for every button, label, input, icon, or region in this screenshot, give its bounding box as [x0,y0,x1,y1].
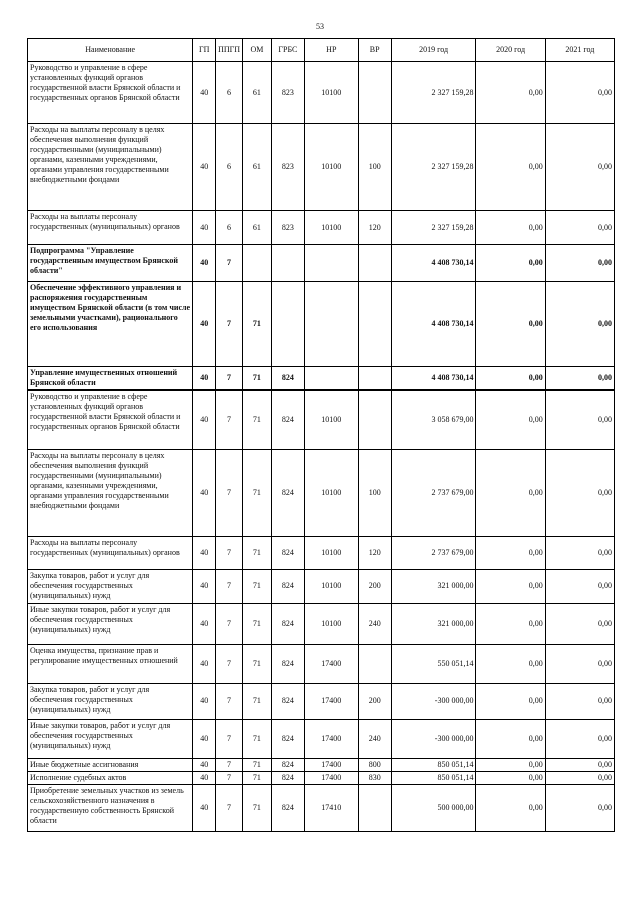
header-ppgp: ППГП [216,39,243,62]
cell-vr: 200 [358,569,391,603]
cell-om: 71 [242,536,271,569]
cell-om: 61 [242,211,271,245]
cell-nr: 10100 [304,390,358,449]
cell-nr: 17400 [304,758,358,771]
cell-grbs [271,245,304,282]
cell-ppgp: 6 [216,211,243,245]
cell-2021: 0,00 [545,367,614,391]
header-vr: ВР [358,39,391,62]
cell-name: Расходы на выплаты персоналу в целях обеспечения выполнения функций государственными (муниципальными) органами, казенными учреждениями, органами управления государственными внебюджетными фондами [28,449,193,536]
cell-2021: 0,00 [545,62,614,124]
cell-ppgp: 7 [216,536,243,569]
cell-2019: 321 000,00 [391,603,476,644]
table-row [28,449,615,536]
cell-2020: 0,00 [476,603,545,644]
table-row [28,784,615,831]
cell-vr [358,784,391,831]
cell-om: 71 [242,569,271,603]
table-row [28,282,615,367]
cell-2020: 0,00 [476,62,545,124]
cell-om: 71 [242,367,271,391]
cell-2021: 0,00 [545,644,614,683]
header-om: ОМ [242,39,271,62]
cell-2021: 0,00 [545,536,614,569]
cell-2021: 0,00 [545,390,614,449]
cell-nr: 10100 [304,211,358,245]
table-row [28,124,615,211]
cell-gp: 40 [193,603,216,644]
cell-ppgp: 7 [216,603,243,644]
cell-2021: 0,00 [545,282,614,367]
cell-vr [358,644,391,683]
cell-2019: 321 000,00 [391,569,476,603]
cell-2019: 850 051,14 [391,758,476,771]
cell-gp: 40 [193,771,216,784]
cell-ppgp: 7 [216,683,243,719]
cell-ppgp: 7 [216,245,243,282]
cell-2019: 2 737 679,00 [391,449,476,536]
cell-2020: 0,00 [476,784,545,831]
cell-om: 71 [242,683,271,719]
cell-2019: 2 327 159,28 [391,62,476,124]
cell-vr: 200 [358,683,391,719]
cell-ppgp: 7 [216,449,243,536]
cell-grbs: 824 [271,758,304,771]
cell-2019: 2 327 159,28 [391,211,476,245]
cell-nr: 10100 [304,536,358,569]
cell-vr: 240 [358,603,391,644]
cell-gp: 40 [193,367,216,391]
cell-nr: 17410 [304,784,358,831]
cell-gp: 40 [193,719,216,758]
header-grbs: ГРБС [271,39,304,62]
table-row [28,569,615,603]
cell-grbs: 824 [271,367,304,391]
header-nr: НР [304,39,358,62]
cell-nr: 17400 [304,771,358,784]
cell-grbs: 824 [271,603,304,644]
cell-2021: 0,00 [545,211,614,245]
cell-2021: 0,00 [545,758,614,771]
cell-ppgp: 6 [216,62,243,124]
cell-2019: 4 408 730,14 [391,367,476,391]
cell-ppgp: 6 [216,124,243,211]
cell-grbs: 824 [271,390,304,449]
cell-2020: 0,00 [476,282,545,367]
cell-om [242,245,271,282]
table-header-row [28,39,615,62]
cell-om: 71 [242,282,271,367]
cell-vr: 100 [358,124,391,211]
cell-2021: 0,00 [545,124,614,211]
table-row [28,245,615,282]
cell-nr: 17400 [304,719,358,758]
cell-2021: 0,00 [545,245,614,282]
cell-name: Расходы на выплаты персоналу в целях обеспечения выполнения функций государственными (муниципальными) органами, казенными учреждениями, органами управления государственными внебюджетными фондами [28,124,193,211]
cell-om: 71 [242,644,271,683]
cell-om: 71 [242,719,271,758]
cell-2019: 850 051,14 [391,771,476,784]
cell-gp: 40 [193,683,216,719]
cell-gp: 40 [193,282,216,367]
cell-2021: 0,00 [545,784,614,831]
cell-vr [358,245,391,282]
cell-om: 71 [242,758,271,771]
header-2019: 2019 год [391,39,476,62]
cell-nr [304,245,358,282]
cell-2021: 0,00 [545,449,614,536]
cell-nr: 10100 [304,124,358,211]
cell-name: Руководство и управление в сфере установленных функций органов государственной власти Брянской области и государственных органов Брянской области [28,62,193,124]
cell-ppgp: 7 [216,758,243,771]
cell-vr: 120 [358,536,391,569]
cell-gp: 40 [193,211,216,245]
cell-gp: 40 [193,449,216,536]
cell-2019: 4 408 730,14 [391,245,476,282]
cell-2021: 0,00 [545,603,614,644]
cell-grbs: 824 [271,569,304,603]
cell-2019: 2 737 679,00 [391,536,476,569]
table-row [28,211,615,245]
cell-gp: 40 [193,245,216,282]
cell-2020: 0,00 [476,771,545,784]
header-name: Наименование [28,39,193,62]
cell-2020: 0,00 [476,124,545,211]
cell-om: 71 [242,784,271,831]
cell-grbs: 823 [271,211,304,245]
cell-name: Закупка товаров, работ и услуг для обеспечения государственных (муниципальных) нужд [28,569,193,603]
table-row [28,536,615,569]
table-row [28,771,615,784]
table-row [28,719,615,758]
cell-2019: 2 327 159,28 [391,124,476,211]
cell-om: 61 [242,124,271,211]
cell-gp: 40 [193,124,216,211]
cell-gp: 40 [193,62,216,124]
cell-name: Иные бюджетные ассигнования [28,758,193,771]
cell-grbs: 824 [271,449,304,536]
cell-grbs: 823 [271,62,304,124]
cell-vr [358,62,391,124]
cell-name: Оценка имущества, признание прав и регулирование имущественных отношений [28,644,193,683]
cell-2021: 0,00 [545,719,614,758]
cell-om: 71 [242,603,271,644]
cell-vr: 120 [358,211,391,245]
cell-nr [304,282,358,367]
cell-nr: 10100 [304,62,358,124]
cell-vr: 800 [358,758,391,771]
cell-2020: 0,00 [476,569,545,603]
header-2021: 2021 год [545,39,614,62]
table-row [28,390,615,449]
cell-gp: 40 [193,758,216,771]
cell-2020: 0,00 [476,536,545,569]
cell-grbs [271,282,304,367]
cell-grbs: 824 [271,536,304,569]
table-row [28,644,615,683]
cell-name: Подпрограмма "Управление государственным имуществом Брянской области" [28,245,193,282]
cell-name: Иные закупки товаров, работ и услуг для обеспечения государственных (муниципальных) нужд [28,603,193,644]
cell-ppgp: 7 [216,644,243,683]
cell-gp: 40 [193,536,216,569]
cell-ppgp: 7 [216,719,243,758]
budget-table [27,38,615,832]
cell-name: Расходы на выплаты персоналу государственных (муниципальных) органов [28,211,193,245]
cell-name: Закупка товаров, работ и услуг для обеспечения государственных (муниципальных) нужд [28,683,193,719]
cell-ppgp: 7 [216,771,243,784]
table-row [28,367,615,391]
cell-vr: 830 [358,771,391,784]
cell-2019: 550 051,14 [391,644,476,683]
cell-2019: -300 000,00 [391,683,476,719]
cell-gp: 40 [193,784,216,831]
cell-vr: 240 [358,719,391,758]
cell-name: Обеспечение эффективного управления и распоряжения государственным имуществом Брянской области (в том числе земельными участками), рационального его использования [28,282,193,367]
cell-name: Управление имущественных отношений Брянской области [28,367,193,391]
cell-ppgp: 7 [216,367,243,391]
cell-ppgp: 7 [216,784,243,831]
cell-2019: 500 000,00 [391,784,476,831]
page-number: 53 [316,22,324,31]
cell-2020: 0,00 [476,644,545,683]
header-gp: ГП [193,39,216,62]
cell-2020: 0,00 [476,758,545,771]
table-row [28,603,615,644]
cell-name: Иные закупки товаров, работ и услуг для обеспечения государственных (муниципальных) нужд [28,719,193,758]
cell-gp: 40 [193,390,216,449]
cell-ppgp: 7 [216,390,243,449]
cell-2019: 4 408 730,14 [391,282,476,367]
cell-nr: 10100 [304,603,358,644]
cell-name: Исполнение судебных актов [28,771,193,784]
cell-grbs: 824 [271,771,304,784]
cell-2020: 0,00 [476,683,545,719]
cell-grbs: 824 [271,784,304,831]
cell-vr [358,367,391,391]
cell-nr: 17400 [304,644,358,683]
cell-2020: 0,00 [476,367,545,391]
cell-2019: -300 000,00 [391,719,476,758]
cell-grbs: 824 [271,683,304,719]
cell-gp: 40 [193,644,216,683]
table-row [28,758,615,771]
table-row [28,62,615,124]
cell-name: Расходы на выплаты персоналу государственных (муниципальных) органов [28,536,193,569]
cell-2020: 0,00 [476,719,545,758]
cell-ppgp: 7 [216,569,243,603]
cell-om: 71 [242,449,271,536]
cell-om: 71 [242,390,271,449]
cell-nr: 10100 [304,449,358,536]
cell-gp: 40 [193,569,216,603]
cell-2019: 3 058 679,00 [391,390,476,449]
cell-ppgp: 7 [216,282,243,367]
cell-2020: 0,00 [476,245,545,282]
header-2020: 2020 год [476,39,545,62]
cell-vr [358,390,391,449]
cell-grbs: 824 [271,719,304,758]
cell-om: 71 [242,771,271,784]
cell-2021: 0,00 [545,683,614,719]
cell-name: Руководство и управление в сфере установленных функций органов государственной власти Брянской области и государственных органов Брянской области [28,390,193,449]
table-row [28,683,615,719]
cell-2021: 0,00 [545,771,614,784]
cell-name: Приобретение земельных участков из земель сельскохозяйственного назначения в государственную собственность Брянской области [28,784,193,831]
cell-2021: 0,00 [545,569,614,603]
cell-2020: 0,00 [476,211,545,245]
cell-grbs: 824 [271,644,304,683]
cell-om: 61 [242,62,271,124]
cell-nr [304,367,358,391]
cell-nr: 17400 [304,683,358,719]
cell-nr: 10100 [304,569,358,603]
cell-2020: 0,00 [476,449,545,536]
cell-vr: 100 [358,449,391,536]
cell-grbs: 823 [271,124,304,211]
cell-2020: 0,00 [476,390,545,449]
cell-vr [358,282,391,367]
